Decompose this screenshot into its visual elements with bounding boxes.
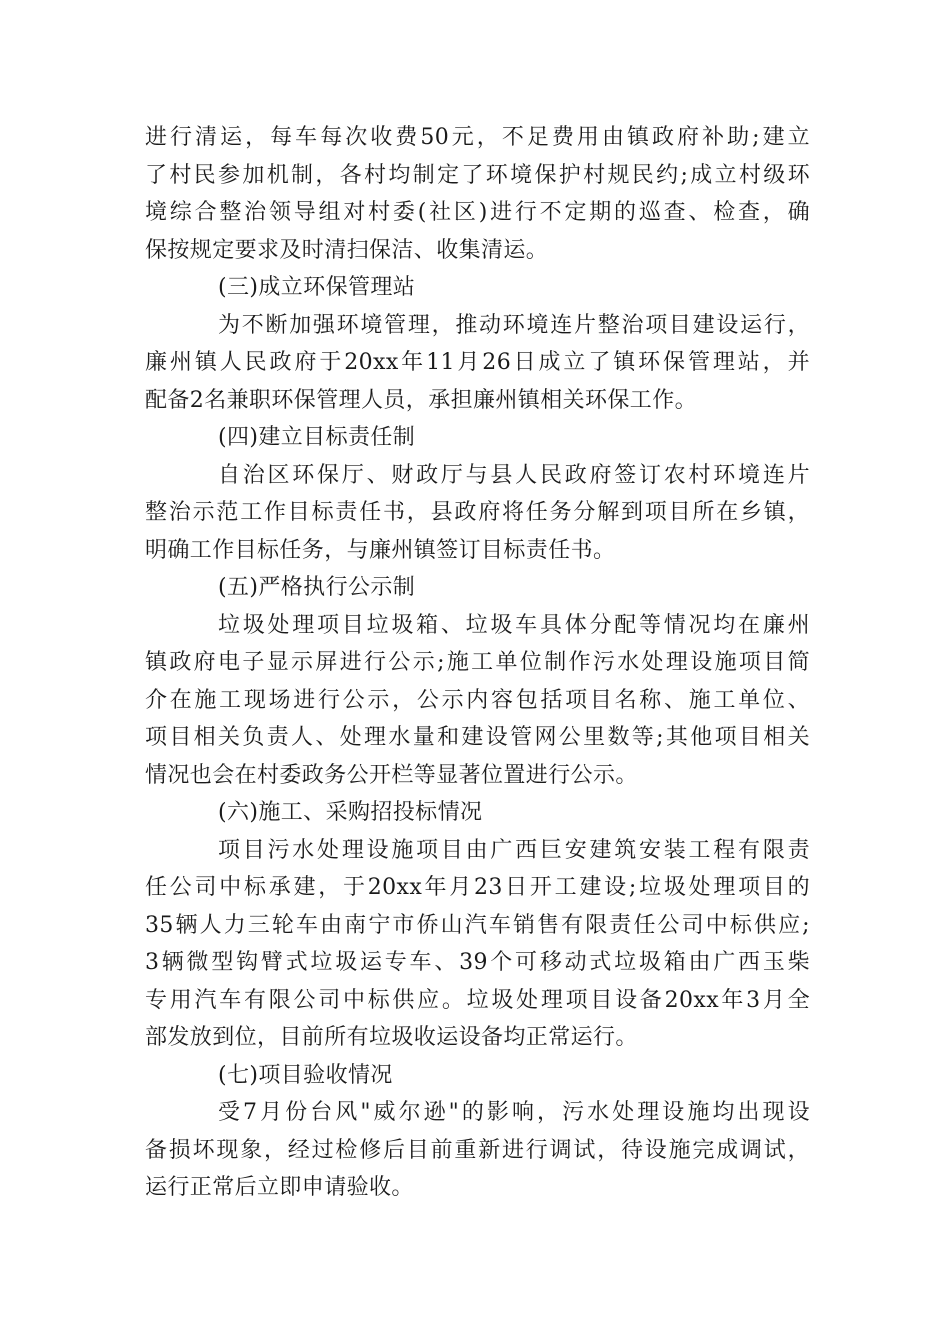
paragraph-first-line: 受7月份台风"威尔逊"的影响，污水处理设施均出现设 bbox=[218, 1100, 810, 1125]
paragraph-first-line: 项目污水处理设施项目由广西巨安建筑安装工程有限责 bbox=[218, 837, 810, 863]
paragraph-first-line: (六)施工、采购招投标情况 bbox=[218, 800, 483, 825]
text-line: 部发放到位，目前所有垃圾收运设备均正常运行。 bbox=[145, 1025, 638, 1050]
text-line: 情况也会在村委政务公开栏等显著位置进行公示。 bbox=[145, 762, 638, 788]
text-line: 项目相关负责人、处理水量和建设管网公里数等;其他项目相关 bbox=[145, 725, 810, 750]
paragraph-first-line: 为不断加强环境管理，推动环境连片整治项目建设运行， bbox=[218, 312, 810, 338]
text-line: 了村民参加机制，各村均制定了环境保护村规民约;成立村级环 bbox=[145, 162, 810, 188]
text-line: 保按规定要求及时清扫保洁、收集清运。 bbox=[145, 237, 549, 263]
text-line: 境综合整治领导组对村委(社区)进行不定期的巡查、检查，确 bbox=[145, 200, 810, 225]
text-line: 运行正常后立即申请验收。 bbox=[145, 1175, 414, 1200]
text-line: 备损坏现象，经过检修后目前重新进行调试，待设施完成调试， bbox=[145, 1137, 810, 1163]
text-line: 介在施工现场进行公示，公示内容包括项目名称、施工单位、 bbox=[145, 687, 810, 713]
paragraph-first-line: (四)建立目标责任制 bbox=[218, 425, 416, 450]
text-line: 镇政府电子显示屏进行公示;施工单位制作污水处理设施项目简 bbox=[145, 650, 810, 675]
text-line: 任公司中标承建，于20xx年月23日开工建设;垃圾处理项目的 bbox=[145, 875, 810, 900]
paragraph-first-line: 自治区环保厅、财政厅与县人民政府签订农村环境连片 bbox=[218, 462, 810, 488]
text-line: 进行清运，每车每次收费50元，不足费用由镇政府补助;建立 bbox=[145, 125, 810, 150]
text-line: 明确工作目标任务，与廉州镇签订目标责任书。 bbox=[145, 537, 616, 563]
paragraph-first-line: (三)成立环保管理站 bbox=[218, 275, 416, 300]
text-line: 整治示范工作目标责任书，县政府将任务分解到项目所在乡镇， bbox=[145, 500, 810, 525]
text-line: 廉州镇人民政府于20xx年11月26日成立了镇环保管理站，并 bbox=[145, 350, 810, 375]
text-line: 3辆微型钩臂式垃圾运专车、39个可移动式垃圾箱由广西玉柴 bbox=[145, 950, 810, 975]
text-line: 专用汽车有限公司中标供应。垃圾处理项目设备20xx年3月全 bbox=[145, 987, 810, 1013]
text-line: 35辆人力三轮车由南宁市侨山汽车销售有限责任公司中标供应; bbox=[145, 912, 810, 938]
paragraph-first-line: 垃圾处理项目垃圾箱、垃圾车具体分配等情况均在廉州 bbox=[218, 612, 810, 638]
paragraph-first-line: (五)严格执行公示制 bbox=[218, 575, 416, 600]
text-line: 配备2名兼职环保管理人员，承担廉州镇相关环保工作。 bbox=[145, 387, 697, 413]
paragraph-first-line: (七)项目验收情况 bbox=[218, 1062, 393, 1088]
document-body bbox=[145, 119, 810, 1207]
